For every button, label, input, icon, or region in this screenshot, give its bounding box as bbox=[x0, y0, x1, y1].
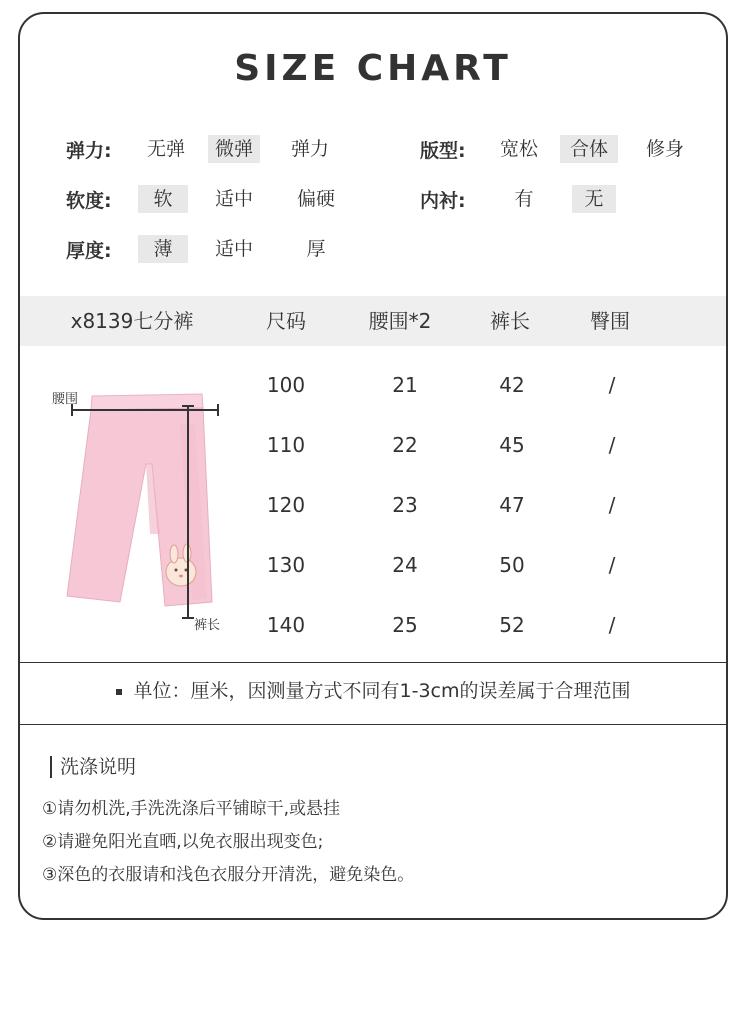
table-cell: 52 bbox=[499, 613, 525, 637]
table-cell: 42 bbox=[499, 373, 525, 397]
table-header-length: 裤长 bbox=[490, 309, 530, 333]
attr-softness-label: 软度: bbox=[66, 189, 112, 212]
table-cell: / bbox=[608, 613, 616, 637]
attr-fit-option-slim: 修身 bbox=[645, 138, 684, 160]
table-header-hip: 臀围 bbox=[590, 309, 630, 333]
bullet-icon bbox=[116, 689, 122, 695]
table-cell: 23 bbox=[392, 493, 418, 517]
attr-fit-label: 版型: bbox=[420, 139, 466, 162]
attr-fit-option-regular: 合体 bbox=[560, 135, 618, 163]
table-cell: / bbox=[608, 433, 616, 457]
table-header-size: 尺码 bbox=[266, 309, 306, 333]
table-cell: 100 bbox=[266, 373, 306, 397]
table-cell: 24 bbox=[392, 553, 418, 577]
attr-softness-option-hard: 偏硬 bbox=[296, 188, 335, 210]
table-cell: 130 bbox=[266, 553, 306, 577]
unit-note-text: 单位：厘米，因测量方式不同有1-3cm的误差属于合理范围 bbox=[133, 680, 631, 702]
attr-lining-option-yes: 有 bbox=[514, 188, 534, 210]
table-cell: 140 bbox=[266, 613, 306, 637]
table-header bbox=[20, 296, 726, 346]
table-cell: / bbox=[608, 553, 616, 577]
attr-thickness-option-thick: 厚 bbox=[306, 238, 326, 260]
diagram-length-label: 裤长 bbox=[194, 618, 221, 633]
washing-item: ②请避免阳光直晒,以免衣服出现变色; bbox=[42, 832, 324, 852]
attr-fit-option-loose: 宽松 bbox=[499, 138, 538, 160]
attr-lining bbox=[420, 184, 616, 214]
attr-lining-label: 内衬: bbox=[420, 189, 466, 212]
attr-fit bbox=[420, 134, 692, 164]
table-cell: 21 bbox=[392, 373, 418, 397]
washing-item: ①请勿机洗,手洗洗涤后平铺晾干,或悬挂 bbox=[42, 799, 341, 819]
diagram-waist-label: 腰围 bbox=[52, 392, 79, 407]
washing-item: ③深色的衣服请和浅色衣服分开清洗，避免染色。 bbox=[42, 865, 415, 885]
attr-thickness bbox=[66, 234, 336, 264]
table-header-product: x8139七分裤 bbox=[70, 309, 194, 333]
page-title: SIZE CHART bbox=[234, 48, 512, 89]
attr-thickness-option-thin: 薄 bbox=[138, 235, 188, 263]
attr-softness-option-soft: 软 bbox=[138, 185, 188, 213]
attr-elasticity bbox=[66, 134, 336, 164]
table-header-waist: 腰围*2 bbox=[368, 309, 432, 333]
table-cell: 47 bbox=[499, 493, 525, 517]
attr-thickness-option-medium: 适中 bbox=[214, 238, 253, 260]
table-cell: 120 bbox=[266, 493, 306, 517]
table-cell: 50 bbox=[499, 553, 525, 577]
attr-thickness-label: 厚度: bbox=[66, 239, 112, 262]
attr-softness-option-medium: 适中 bbox=[214, 188, 253, 210]
table-cell: 22 bbox=[392, 433, 418, 457]
size-chart-card bbox=[18, 12, 728, 920]
attr-elasticity-option-none: 无弹 bbox=[146, 138, 185, 160]
table-cell: 110 bbox=[266, 433, 306, 457]
table-cell: / bbox=[608, 493, 616, 517]
divider-top bbox=[20, 662, 726, 663]
attr-elasticity-option-slight: 微弹 bbox=[208, 135, 260, 163]
divider-bottom bbox=[20, 724, 726, 725]
table-cell: 45 bbox=[499, 433, 525, 457]
pants-diagram bbox=[60, 384, 230, 624]
table-cell: 25 bbox=[392, 613, 418, 637]
attr-elasticity-option-elastic: 弹力 bbox=[290, 138, 329, 160]
attr-elasticity-label: 弹力: bbox=[66, 139, 112, 162]
washing-title: 洗涤说明 bbox=[50, 756, 136, 778]
attr-softness bbox=[66, 184, 342, 214]
table-cell: / bbox=[608, 373, 616, 397]
unit-note bbox=[20, 676, 726, 703]
attr-lining-option-no: 无 bbox=[572, 185, 616, 213]
